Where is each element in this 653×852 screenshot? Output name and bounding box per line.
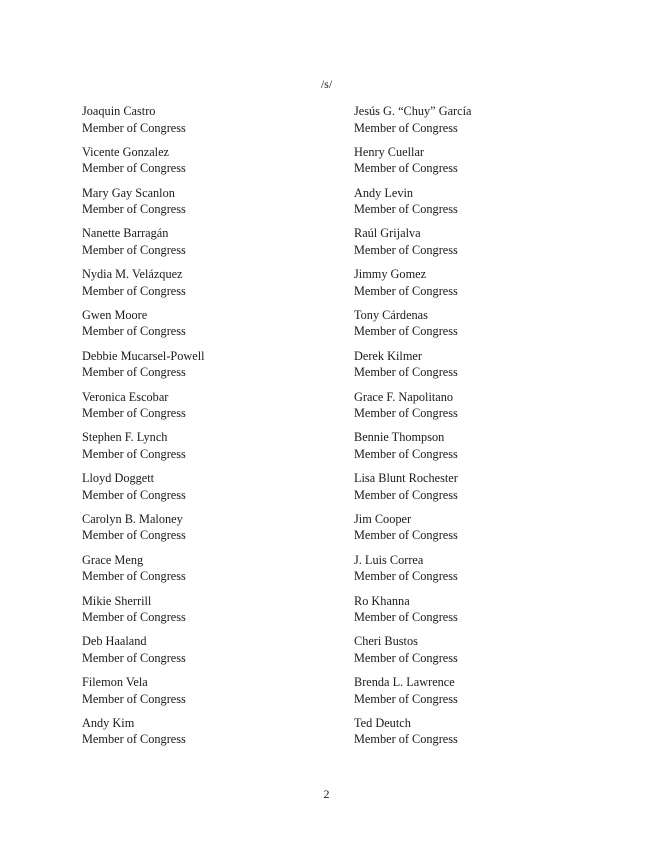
signer-name: Veronica Escobar [82,389,169,404]
signature-block [354,674,471,715]
signer-title: Member of Congress [354,242,458,257]
signature-block [82,266,205,307]
signature-block [354,103,471,144]
signer-name: Vicente Gonzalez [82,144,169,159]
signer-title: Member of Congress [82,650,186,665]
signature-block [82,715,205,756]
signer-name: Derek Kilmer [354,348,422,363]
signer-name: Ro Khanna [354,593,410,608]
signer-name: Gwen Moore [82,307,148,322]
signer-title: Member of Congress [354,487,458,502]
signature-block [82,144,205,185]
signer-title: Member of Congress [82,446,186,461]
signer-name: Cheri Bustos [354,634,418,649]
signer-name: Nanette Barragán [82,226,169,241]
signer-title: Member of Congress [354,732,458,747]
signature-block [354,593,471,634]
signer-name: Debbie Mucarsel-Powell [82,348,205,363]
signature-block [82,511,205,552]
signature-block [82,225,205,266]
signature-block [82,185,205,226]
signer-title: Member of Congress [82,242,186,257]
signer-title: Member of Congress [354,569,458,584]
signer-name: Henry Cuellar [354,144,424,159]
signer-title: Member of Congress [82,732,186,747]
signer-name: Lloyd Doggett [82,471,155,486]
signature-block [354,715,471,756]
signer-name: Filemon Vela [82,675,148,690]
signature-mark: /s/ [320,77,333,91]
signature-block [82,348,205,389]
signer-name: J. Luis Correa [354,552,424,567]
signer-name: Deb Haaland [82,634,147,649]
signer-title: Member of Congress [82,528,186,543]
signer-name: Andy Levin [354,185,414,200]
signature-block [354,429,471,470]
signature-block [82,470,205,511]
signature-block [82,593,205,634]
signature-block [354,633,471,674]
signer-title: Member of Congress [82,202,186,217]
signature-block [82,103,205,144]
signature-block [354,389,471,430]
signature-block [82,674,205,715]
signers-left-column [82,103,205,756]
signature-block [354,266,471,307]
signer-title: Member of Congress [82,161,186,176]
signer-title: Member of Congress [354,610,458,625]
signer-name: Carolyn B. Maloney [82,511,183,526]
signer-name: Lisa Blunt Rochester [354,471,458,486]
signer-title: Member of Congress [354,202,458,217]
signer-title: Member of Congress [82,610,186,625]
signature-block [354,144,471,185]
signature-block [354,225,471,266]
signature-block [354,552,471,593]
signature-block [82,307,205,348]
signer-name: Tony Cárdenas [354,307,428,322]
signers-right-column [354,103,471,756]
signer-name: Mikie Sherrill [82,593,152,608]
signer-title: Member of Congress [82,324,186,339]
signer-name: Nydia M. Velázquez [82,267,183,282]
signer-title: Member of Congress [354,650,458,665]
signer-title: Member of Congress [354,528,458,543]
signer-title: Member of Congress [354,691,458,706]
signer-title: Member of Congress [82,120,186,135]
signer-name: Brenda L. Lawrence [354,675,455,690]
signer-name: Stephen F. Lynch [82,430,168,445]
signature-block [82,633,205,674]
signer-title: Member of Congress [354,406,458,421]
signer-name: Joaquin Castro [82,104,156,118]
signer-name: Grace F. Napolitano [354,389,454,404]
signature-block [354,307,471,348]
signer-title: Member of Congress [82,365,186,380]
signature-block [354,185,471,226]
signer-name: Grace Meng [82,552,144,567]
signer-name: Jimmy Gomez [354,267,427,282]
signer-name: Bennie Thompson [354,430,445,445]
signer-title: Member of Congress [354,446,458,461]
signer-name: Jesús G. “Chuy” García [354,104,472,118]
signer-title: Member of Congress [354,161,458,176]
signer-title: Member of Congress [82,487,186,502]
signature-block [82,552,205,593]
signer-name: Jim Cooper [354,511,412,526]
signature-block [82,389,205,430]
signer-name: Ted Deutch [354,715,411,730]
signer-title: Member of Congress [82,569,186,584]
signature-block [354,348,471,389]
signer-title: Member of Congress [82,691,186,706]
signer-name: Andy Kim [82,715,135,730]
signature-block [82,429,205,470]
signer-title: Member of Congress [82,406,186,421]
page-number: 2 [323,787,330,801]
signer-title: Member of Congress [354,365,458,380]
signer-name: Mary Gay Scanlon [82,185,175,200]
signer-title: Member of Congress [82,283,186,298]
signature-block [354,470,471,511]
signature-block [354,511,471,552]
signer-title: Member of Congress [354,283,458,298]
signer-title: Member of Congress [354,120,458,135]
signer-name: Raúl Grijalva [354,226,421,241]
signer-title: Member of Congress [354,324,458,339]
